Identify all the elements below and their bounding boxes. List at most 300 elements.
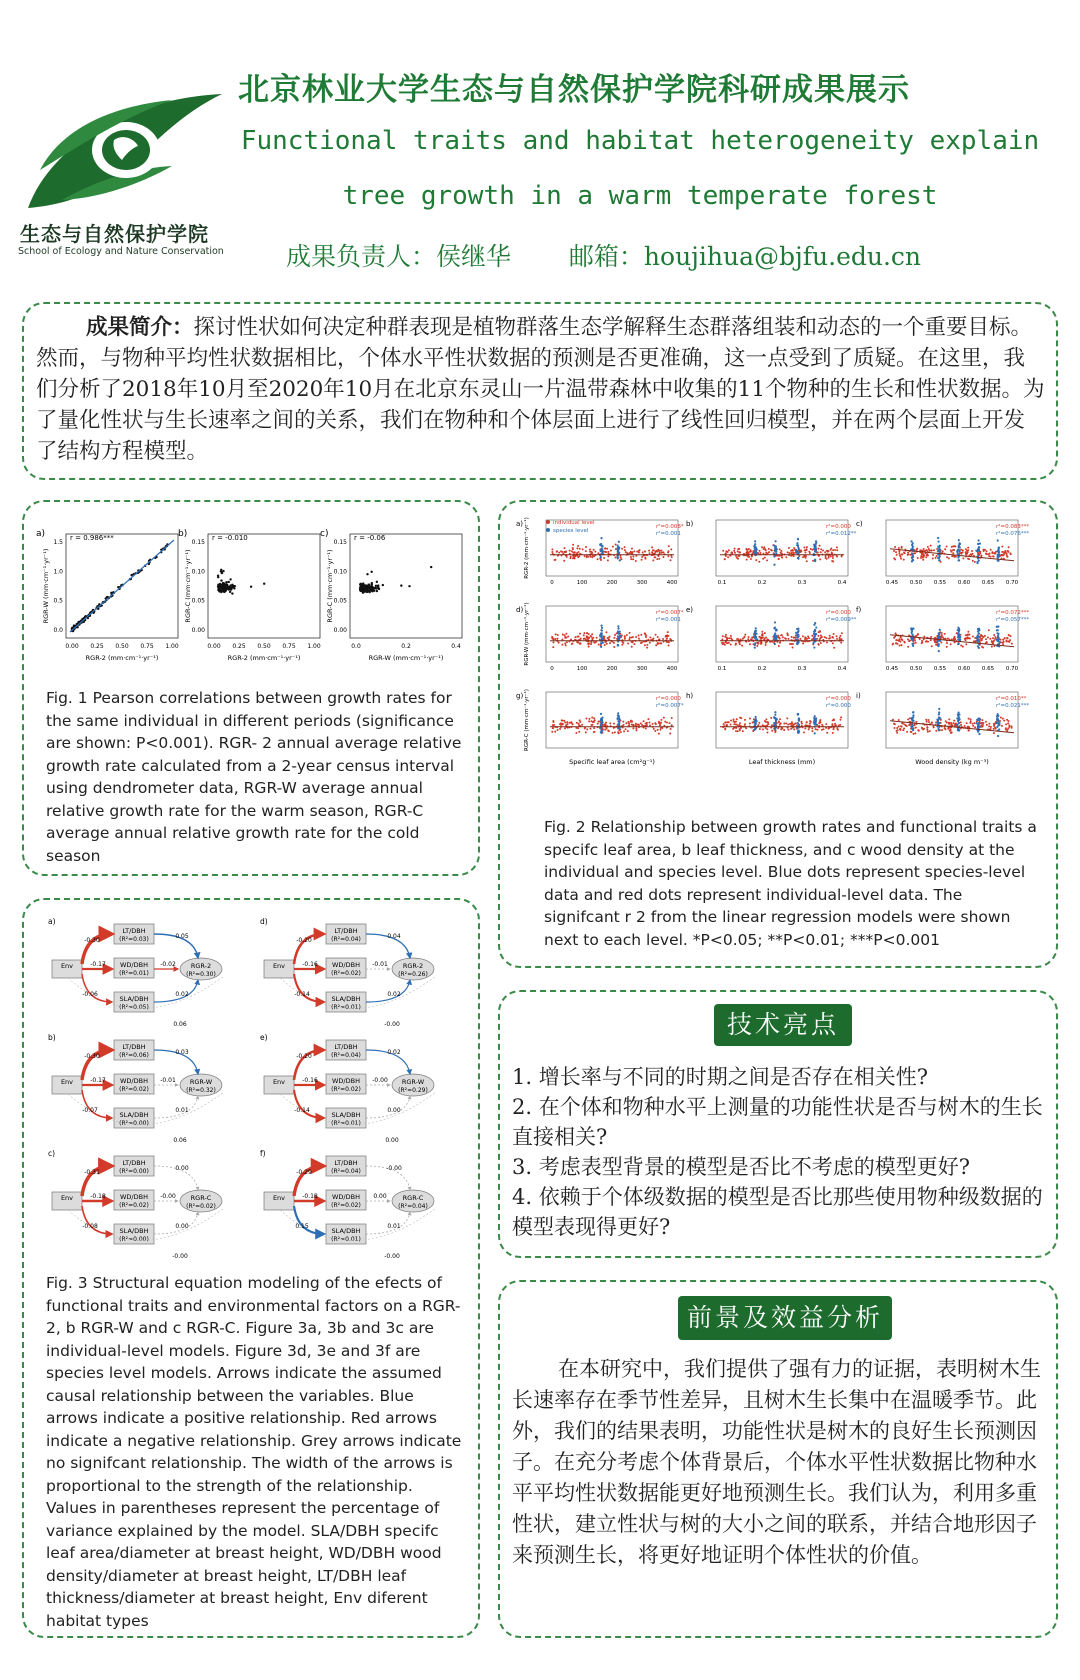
sem-coef: -0.00 (384, 1253, 400, 1260)
fig1-point (263, 583, 265, 585)
fig2-individual-point (724, 636, 726, 638)
fig2-individual-point (778, 720, 780, 722)
fig2-individual-point (826, 732, 828, 734)
sem-node-r2: (R²=0.00) (119, 1168, 149, 1175)
fig1-xtick: 0.4 (451, 643, 461, 650)
fig2-individual-point (586, 636, 588, 638)
fig2-individual-point (787, 723, 789, 725)
fig2-individual-point (832, 732, 834, 734)
fig2-individual-point (905, 724, 907, 726)
fig2-species-point (996, 629, 998, 631)
fig1-points (217, 569, 266, 595)
fig2-individual-point (765, 727, 767, 729)
sem-node-label: LT/DBH (122, 1043, 146, 1051)
fig2-individual-point (659, 642, 661, 644)
fig3-panel (22, 898, 480, 1638)
fig2-points (892, 626, 1013, 653)
fig2-individual-point (554, 731, 556, 733)
fig2-individual-point (670, 728, 672, 730)
fig2-species-point (959, 636, 961, 638)
fig2-species-point (958, 729, 960, 731)
fig2-individual-point (571, 550, 573, 552)
fig2-r2-individual: r²=0.007* (656, 610, 684, 616)
fig2-individual-point (944, 727, 946, 729)
fig2-individual-point (808, 728, 810, 730)
fig2-individual-point (991, 551, 993, 553)
fig2-species-point (996, 626, 998, 628)
fig2-individual-point (925, 556, 927, 558)
fig2-individual-point (759, 728, 761, 730)
fig2-individual-point (594, 642, 596, 644)
sem-node-label: WD/DBH (332, 1193, 360, 1201)
fig2-subplot (516, 517, 684, 586)
fig2-individual-point (804, 727, 806, 729)
fig2-species-point (755, 727, 757, 729)
fig2-individual-point (632, 724, 634, 726)
fig2-individual-point (833, 718, 835, 720)
fig2-individual-point (584, 555, 586, 557)
fig2-species-point (797, 722, 799, 724)
sem-coef: -0.00 (160, 1193, 176, 1200)
fig2-individual-point (576, 722, 578, 724)
sem-diagram (260, 1149, 436, 1260)
fig2-individual-point (932, 554, 934, 556)
fig2-individual-point (606, 643, 608, 645)
fig1-point (218, 589, 220, 591)
fig2-individual-point (950, 643, 952, 645)
fig2-subplot (856, 606, 1029, 672)
fig2-species-point (775, 719, 777, 721)
fig2-xtick: 0.55 (933, 580, 947, 586)
sem-node-label: WD/DBH (120, 1193, 148, 1201)
fig2-individual-point (588, 642, 590, 644)
sem-node-label: WD/DBH (332, 961, 360, 969)
fig2-chart (510, 516, 1050, 796)
fig2-individual-point (787, 729, 789, 731)
sem-coef: -0.18 (302, 1193, 318, 1200)
fig2-individual-point (646, 644, 648, 646)
fig2-species-point (795, 632, 797, 634)
sem-coef: 0.01 (387, 1223, 401, 1230)
fig2-r2-individual: r²=0.000 (826, 696, 851, 702)
fig2-individual-point (915, 642, 917, 644)
fig2-individual-point (588, 720, 590, 722)
fig2-individual-point (894, 558, 896, 560)
fig1-fit-line (70, 540, 174, 632)
fig2-species-point (939, 545, 941, 547)
fig2-individual-point (670, 559, 672, 561)
fig2-individual-point (966, 722, 968, 724)
fig2-individual-point (804, 549, 806, 551)
fig3-caption: Fig. 3 Structural equation modeling of the efects of functional traits and environmental factors on a RGR-2, b RGR-W and c RGR-C. Figure 3a, 3b and 3c are individual-level models. Figure 3d, 3e and 3f are species level models. Arrows indicate the assumed causal relationship between the variables. Blue arrows indicate a positive relationship. Red arrows indicate a negative relationship. Grey arrows indicate no signifcant relationship. The width of the arrows is proportional to the strength of the relationship. Values in parentheses represent the percentage of variance explained by the model. SLA/DBH specifc leaf area/diameter at breast height, WD/DBH wood density/diameter at breast height, LT/DBH leaf thickness/diameter at breast height, Env diferent habitat types (46, 1274, 462, 1630)
fig2-individual-point (553, 724, 555, 726)
fig2-species-point (979, 542, 981, 544)
fig2-panel (498, 500, 1058, 968)
fig2-individual-point (645, 634, 647, 636)
fig2-individual-point (604, 547, 606, 549)
fig2-species-point (997, 735, 999, 737)
fig2-individual-point (832, 642, 834, 644)
fig2-individual-point (607, 555, 609, 557)
fig2-species-point (996, 715, 998, 717)
fig2-r2-individual: r²=0.008* (656, 524, 684, 530)
fig2-individual-point (590, 556, 592, 558)
sem-coef: -0.00 (372, 1077, 388, 1084)
fig2-individual-point (993, 725, 995, 727)
fig2-legend-individual-marker (546, 520, 550, 524)
fig2-xtick: 0.1 (717, 580, 727, 586)
fig2-individual-point (574, 555, 576, 557)
fig2-species-point (617, 625, 619, 627)
fig2-individual-point (1002, 551, 1004, 553)
fig2-individual-point (762, 724, 764, 726)
fig2-individual-point (922, 728, 924, 730)
fig2-individual-point (730, 635, 732, 637)
fig2-individual-point (827, 728, 829, 730)
fig2-individual-point (558, 552, 560, 554)
fig2-individual-point (725, 555, 727, 557)
sem-node-label: RGR-2 (190, 962, 212, 970)
fig2-individual-point (935, 730, 937, 732)
fig1-xtick: 0.00 (65, 643, 79, 650)
fig2-species-point (938, 645, 940, 647)
fig2-individual-point (578, 731, 580, 733)
fig2-species-point (814, 551, 816, 553)
sem-coef: 0.00 (387, 1107, 401, 1114)
fig2-r2-species: r²=0.001 (656, 531, 681, 537)
fig2-xlabel: Specific leaf area (cm²g⁻¹) (569, 758, 655, 766)
fig2-individual-point (641, 559, 643, 561)
fig2-individual-point (722, 643, 724, 645)
fig2-individual-point (613, 723, 615, 725)
fig2-species-point (601, 552, 603, 554)
fig1-point (408, 585, 410, 587)
fig2-individual-point (766, 638, 768, 640)
fig2-individual-point (965, 643, 967, 645)
fig2-individual-point (981, 638, 983, 640)
fig2-individual-point (551, 551, 553, 553)
fig2-individual-point (766, 559, 768, 561)
fig2-individual-point (989, 638, 991, 640)
fig1-ytick: 0.05 (333, 597, 347, 605)
fig2-individual-point (789, 723, 791, 725)
fig2-individual-point (552, 641, 554, 643)
fig2-species-point (938, 708, 940, 710)
fig2-species-point (938, 632, 940, 634)
fig2-individual-point (1004, 552, 1006, 554)
fig2-individual-point (623, 730, 625, 732)
fig1-ytick: 0.0 (53, 627, 63, 634)
fig2-individual-point (907, 646, 909, 648)
fig2-species-point (912, 643, 914, 645)
fig2-individual-point (736, 557, 738, 559)
fig2-individual-point (647, 718, 649, 720)
fig1-point (220, 586, 222, 588)
fig2-individual-point (556, 638, 558, 640)
fig2-species-point (601, 722, 603, 724)
fig2-individual-point (973, 640, 975, 642)
fig2-individual-point (832, 637, 834, 639)
fig2-individual-point (584, 637, 586, 639)
fig2-individual-point (950, 730, 952, 732)
fig2-individual-point (933, 639, 935, 641)
fig2-individual-point (828, 557, 830, 559)
fig2-species-point (619, 559, 621, 561)
fig2-individual-point (579, 548, 581, 550)
fig2-subplot (686, 692, 851, 766)
fig2-species-point (997, 722, 999, 724)
sem-coef: -0.30 (84, 937, 100, 944)
fig2-individual-point (632, 727, 634, 729)
fig2-individual-point (839, 719, 841, 721)
fig2-individual-point (636, 551, 638, 553)
fig2-individual-point (632, 556, 634, 558)
fig2-individual-point (836, 549, 838, 551)
title-cn: 北京林业大学生态与自然保护学院科研成果展示 (238, 72, 910, 108)
fig2-individual-point (649, 552, 651, 554)
fig2-individual-point (945, 720, 947, 722)
fig2-r2-individual: r²=0.000 (826, 610, 851, 616)
fig2-individual-point (614, 634, 616, 636)
fig2-individual-point (923, 548, 925, 550)
fig2-individual-point (788, 552, 790, 554)
fig2-individual-point (621, 548, 623, 550)
fig2-individual-point (948, 557, 950, 559)
fig1-subplot (36, 529, 179, 662)
fig2-individual-point (737, 555, 739, 557)
fig2-individual-point (785, 556, 787, 558)
fig2-individual-point (574, 557, 576, 559)
fig2-xtick: 0.2 (757, 580, 767, 586)
fig2-individual-point (825, 557, 827, 559)
fig2-individual-point (787, 551, 789, 553)
fig2-individual-point (782, 636, 784, 638)
fig1-point (231, 584, 233, 586)
sem-panel-letter: b) (48, 1033, 56, 1042)
fig2-individual-point (909, 724, 911, 726)
sem-diagram (48, 1033, 224, 1144)
fig2-individual-point (804, 552, 806, 554)
fig2-individual-point (921, 727, 923, 729)
fig2-individual-point (663, 717, 665, 719)
fig1-ytick: 0.5 (53, 597, 63, 605)
fig2-individual-point (656, 558, 658, 560)
fig2-individual-point (565, 637, 567, 639)
fig2-points (722, 711, 842, 734)
fig2-panel-letter: c) (856, 520, 863, 528)
fig1-point (364, 588, 366, 590)
fig2-species-point (795, 549, 797, 551)
fig2-individual-point (811, 730, 813, 732)
fig2-individual-point (783, 729, 785, 731)
fig2-individual-point (802, 556, 804, 558)
fig2-species-point (912, 645, 914, 647)
fig2-species-point (997, 560, 999, 562)
sem-coef: -0.17 (90, 1077, 106, 1084)
fig2-points (551, 712, 672, 734)
fig2-species-point (912, 714, 914, 716)
fig2-individual-point (783, 722, 785, 724)
fig2-individual-point (972, 560, 974, 562)
fig2-r2-species: r²=0.009** (826, 617, 857, 623)
fig2-individual-point (578, 635, 580, 637)
fig2-individual-point (585, 550, 587, 552)
fig1-xtick: 0.75 (140, 643, 154, 650)
fig2-individual-point (832, 549, 834, 551)
fig2-individual-point (634, 724, 636, 726)
fig2-individual-point (824, 551, 826, 553)
fig2-species-point (617, 550, 619, 552)
fig2-individual-point (649, 724, 651, 726)
fig2-species-point (938, 722, 940, 724)
fig2-species-point (812, 642, 814, 644)
fig2-individual-point (762, 728, 764, 730)
fig2-individual-point (654, 556, 656, 558)
fig2-individual-point (930, 639, 932, 641)
fig2-individual-point (950, 723, 952, 725)
fig2-individual-point (803, 731, 805, 733)
fig2-individual-point (746, 559, 748, 561)
fig2-species-point (996, 632, 998, 634)
fig2-individual-point (917, 557, 919, 559)
fig2-individual-point (741, 645, 743, 647)
fig2-individual-point (726, 637, 728, 639)
fig2-individual-point (667, 552, 669, 554)
fig2-individual-point (613, 642, 615, 644)
fig2-individual-point (749, 643, 751, 645)
fig2-individual-point (758, 561, 760, 563)
fig2-individual-point (749, 723, 751, 725)
fig2-individual-point (764, 720, 766, 722)
fig2-individual-point (736, 718, 738, 720)
fig1-panel (22, 500, 480, 876)
sem-node-label: RGR-2 (402, 962, 424, 970)
fig2-individual-point (621, 644, 623, 646)
logo-text-en: School of Ecology and Nature Conservation (18, 246, 224, 257)
fig2-individual-point (794, 723, 796, 725)
sem-node-r2: (R²=0.04) (331, 1168, 361, 1175)
fig2-individual-point (986, 724, 988, 726)
fig2-individual-point (819, 630, 821, 632)
fig2-individual-point (1006, 555, 1008, 557)
fig2-species-point (774, 550, 776, 552)
fig2-individual-point (661, 727, 663, 729)
fig2-xtick: 0 (550, 666, 554, 672)
fig2-individual-point (1002, 718, 1004, 720)
fig2-individual-point (725, 634, 727, 636)
fig2-individual-point (951, 546, 953, 548)
fig2-individual-point (739, 717, 741, 719)
fig2-points (551, 625, 672, 649)
fig2-species-point (938, 559, 940, 561)
fig2-species-point (617, 723, 619, 725)
fig2-individual-point (900, 558, 902, 560)
fig2-individual-point (668, 641, 670, 643)
fig2-individual-point (614, 556, 616, 558)
fig2-individual-point (731, 552, 733, 554)
fig2-individual-point (825, 555, 827, 557)
fig2-species-point (938, 643, 940, 645)
intro-panel (22, 302, 1058, 480)
fig2-individual-point (733, 718, 735, 720)
fig2-individual-point (942, 550, 944, 552)
fig2-individual-point (738, 548, 740, 550)
fig2-individual-point (624, 635, 626, 637)
fig2-individual-point (612, 732, 614, 734)
fig2-individual-point (929, 730, 931, 732)
fig2-species-point (998, 554, 1000, 556)
fig2-individual-point (902, 729, 904, 731)
fig2-species-point (774, 635, 776, 637)
sem-panel-letter: c) (48, 1149, 56, 1158)
sem-node-label: Env (60, 962, 74, 970)
fig2-individual-point (780, 728, 782, 730)
fig2-individual-point (836, 727, 838, 729)
fig2-individual-point (952, 552, 954, 554)
fig2-individual-point (638, 552, 640, 554)
fig2-individual-point (590, 728, 592, 730)
fig2-individual-point (652, 723, 654, 725)
fig2-individual-point (589, 549, 591, 551)
fig2-individual-point (817, 635, 819, 637)
sem-node-r2: (R²=0.01) (331, 1236, 361, 1243)
fig2-individual-point (593, 549, 595, 551)
fig2-individual-point (921, 641, 923, 643)
fig2-individual-point (644, 557, 646, 559)
tech-item: 2. 在个体和物种水平上测量的功能性状是否与树木的生长直接相关? (512, 1095, 1043, 1149)
fig2-r2-individual: r²=0.000 (826, 524, 851, 530)
fig2-individual-point (646, 724, 648, 726)
fig2-individual-point (926, 727, 928, 729)
sem-coef: 0.05 (175, 933, 189, 940)
fig2-species-point (798, 548, 800, 550)
fig2-individual-point (551, 548, 553, 550)
fig1-xtick: 0.0 (351, 643, 361, 650)
fig2-individual-point (761, 631, 763, 633)
fig2-individual-point (993, 732, 995, 734)
fig2-xtick: 0.50 (909, 580, 923, 586)
fig2-individual-point (578, 555, 580, 557)
sem-coef: 0.00 (175, 1165, 189, 1172)
fig2-species-point (938, 729, 940, 731)
fig2-individual-point (748, 552, 750, 554)
sem-coef: -0.31 (84, 1169, 100, 1176)
fig2-individual-point (579, 642, 581, 644)
fig2-individual-point (820, 634, 822, 636)
fig2-individual-point (629, 636, 631, 638)
fig2-individual-point (658, 638, 660, 640)
fig2-individual-point (821, 724, 823, 726)
fig2-individual-point (767, 721, 769, 723)
fig2-individual-point (800, 721, 802, 723)
sem-node-r2: (R²=0.01) (331, 1120, 361, 1127)
sem-node-r2: (R²=0.29) (398, 1087, 428, 1094)
sem-coef: -0.07 (82, 1107, 98, 1114)
fig2-individual-point (737, 550, 739, 552)
fig2-individual-point (739, 722, 741, 724)
fig2-individual-point (642, 551, 644, 553)
fig2-individual-point (985, 638, 987, 640)
fig2-species-point (600, 713, 602, 715)
fig2-individual-point (1011, 727, 1013, 729)
fig2-species-point (976, 561, 978, 563)
fig2-individual-point (806, 546, 808, 548)
sem-coef: -0.14 (294, 991, 310, 998)
fig2-individual-point (812, 560, 814, 562)
fig2-r2-species: r²=0.007* (656, 703, 684, 709)
sem-panel-letter: d) (260, 917, 268, 926)
fig2-species-point (754, 647, 756, 649)
